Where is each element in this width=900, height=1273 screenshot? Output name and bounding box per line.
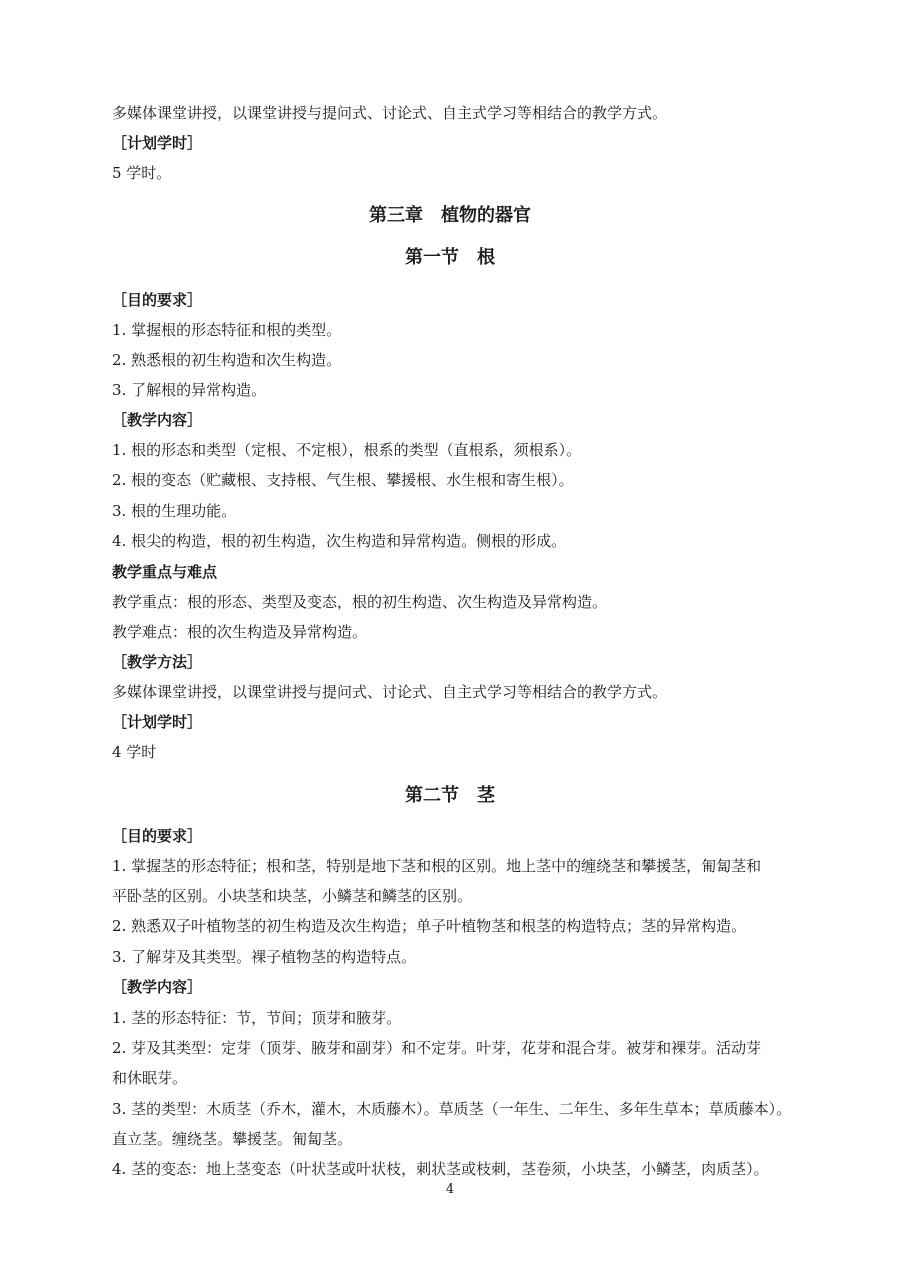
- section-label: 教学重点与难点: [112, 563, 218, 581]
- list-item: 1. 根的形态和类型（定根、不定根），根系的类型（直根系，须根系）。: [112, 441, 582, 459]
- list-item: 4. 茎的变态：地上茎变态（叶状茎或叶状枝，刺状茎或枝刺，茎卷须，小块茎，小鳞茎，肉质茎）。: [112, 1160, 769, 1178]
- paragraph-text: 4 学时: [112, 743, 157, 761]
- section-label: ［教学方法］: [112, 653, 203, 671]
- list-item: 3. 了解根的异常构造。: [112, 381, 267, 399]
- section-title: 第一节 根: [405, 247, 495, 268]
- paragraph-text: 多媒体课堂讲授，以课堂讲授与提问式、讨论式、自主式学习等相结合的教学方式。: [112, 683, 668, 701]
- list-item: 2. 根的变态（贮藏根、支持根、气生根、攀援根、水生根和寄生根）。: [112, 471, 574, 489]
- section-label: ［教学内容］: [112, 978, 203, 996]
- list-item: 4. 根尖的构造，根的初生构造，次生构造和异常构造。侧根的形成。: [112, 532, 567, 550]
- section-label: ［目的要求］: [112, 291, 203, 309]
- section-title: 第二节 茎: [405, 785, 495, 806]
- list-item: 和休眠芽。: [112, 1069, 188, 1087]
- list-item: 2. 熟悉根的初生构造和次生构造。: [112, 351, 342, 369]
- section-label: ［计划学时］: [112, 713, 203, 731]
- list-item: 3. 茎的类型：木质茎（乔木，灌木，木质藤木）。草质茎（一年生、二年生、多年生草本；草质藤本）。: [112, 1100, 792, 1118]
- list-item: 3. 了解芽及其类型。裸子植物茎的构造特点。: [112, 948, 417, 966]
- chapter-title: 第三章 植物的器官: [369, 205, 531, 226]
- list-item: 2. 芽及其类型：定芽（顶芽、腋芽和副芽）和不定芽。叶芽，花芽和混合芽。被芽和裸芽。活动芽: [112, 1039, 762, 1057]
- section-label: ［目的要求］: [112, 827, 203, 845]
- section-label: ［计划学时］: [112, 134, 203, 152]
- paragraph-text: 多媒体课堂讲授，以课堂讲授与提问式、讨论式、自主式学习等相结合的教学方式。: [112, 104, 668, 122]
- section-label: ［教学内容］: [112, 411, 203, 429]
- list-item: 平卧茎的区别。小块茎和块茎，小鳞茎和鳞茎的区别。: [112, 887, 473, 905]
- list-item: 1. 掌握茎的形态特征；根和茎，特别是地下茎和根的区别。地上茎中的缠绕茎和攀援茎，匍匐茎和: [112, 857, 762, 875]
- page-number: 4: [445, 1182, 455, 1197]
- list-item: 1. 掌握根的形态特征和根的类型。: [112, 321, 342, 339]
- list-item: 2. 熟悉双子叶植物茎的初生构造及次生构造；单子叶植物茎和根茎的构造特点；茎的异常构造。: [112, 917, 747, 935]
- list-item: 3. 根的生理功能。: [112, 502, 237, 520]
- list-item: 直立茎。缠绕茎。攀援茎。匍匐茎。: [112, 1130, 353, 1148]
- paragraph-text: 5 学时。: [112, 164, 172, 182]
- paragraph-text: 教学重点：根的形态、类型及变态，根的初生构造、次生构造及异常构造。: [112, 593, 608, 611]
- list-item: 1. 茎的形态特征：节，节间；顶芽和腋芽。: [112, 1009, 402, 1027]
- paragraph-text: 教学难点：根的次生构造及异常构造。: [112, 623, 368, 641]
